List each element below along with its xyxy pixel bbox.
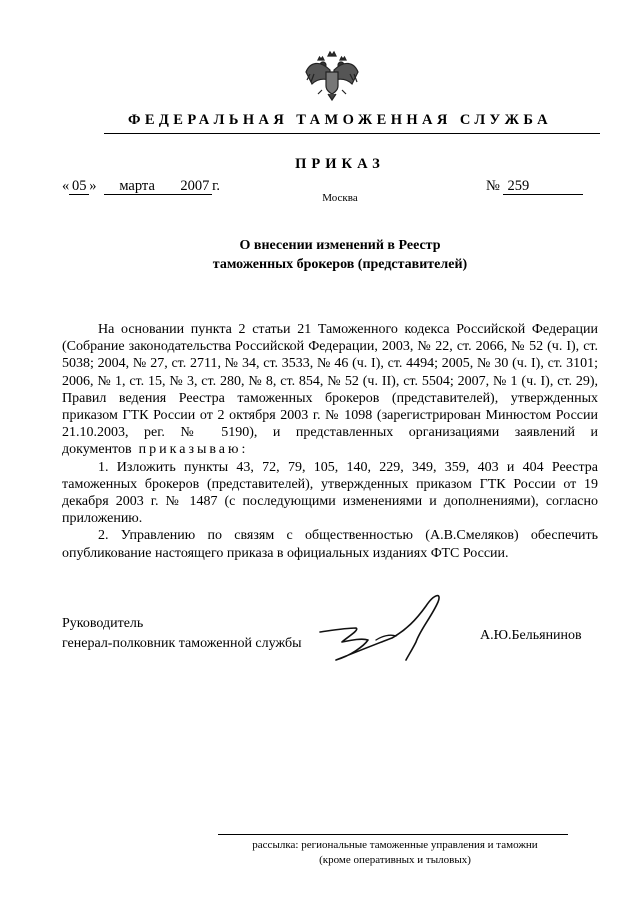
- date-day: 05: [69, 179, 89, 195]
- distribution-line-2: (кроме оперативных и тыловых): [319, 854, 471, 866]
- date-month: марта: [104, 179, 170, 195]
- header-divider: [104, 133, 600, 134]
- order-title: [60, 236, 620, 274]
- body-item-2: 2. Управлению по связям с общественностью (А.В.Смеляков) обеспечить опубликование настоящего приказа в официальных изданиях ФТС России.: [62, 528, 598, 561]
- distribution-line-1: рассылка: региональные таможенные управления и таможни: [252, 839, 538, 851]
- title-line-2: таможенных брокеров (представителей): [212, 257, 468, 272]
- date-close-quote: »: [89, 178, 97, 194]
- signatory-role-line-1: Руководитель: [62, 616, 144, 631]
- organization-title: ФЕДЕРАЛЬНАЯ ТАМОЖЕННАЯ СЛУЖБА: [127, 112, 552, 128]
- coat-of-arms-icon: [300, 50, 364, 102]
- distribution-list: [190, 838, 600, 868]
- order-word: приказываю:: [138, 442, 249, 458]
- handwritten-signature: [316, 590, 466, 670]
- body-intro-paragraph: [62, 321, 598, 459]
- city: Москва: [322, 192, 358, 204]
- body-item-1: 1. Изложить пункты 43, 72, 79, 105, 140, 229, 349, 359, 403 и 404 Реестра таможенных брокеров (представителей), утвержденных приказом ГТК России от 19 декабря 2003 г. № 1487 (с последующими изменениями и дополнениями), согласно приложению.: [62, 459, 598, 527]
- date-year-unit: г.: [212, 178, 221, 194]
- number-value: 259: [503, 179, 583, 195]
- title-line-1: О внесении изменений в Реестр: [239, 238, 441, 253]
- signatory-role: [62, 614, 301, 654]
- body-intro: На основании пункта 2 статьи 21 Таможенного кодекса Российской Федерации (Собрание законодательства Российской Федерации, 2003, № 22, ст. 2066, № 52 (ч. I), ст. 5038; 2004, № 27, ст. 2711, № 34, ст. 3533, № 46 (ч. I), ст. 4494; 2005, № 30 (ч. I), ст. 3101; 2006, № 1, ст. 15, № 3, ст. 280, № 8, ст. 854, № 52 (ч. II), ст. 5504; 2007, № 1 (ч. I), ст. 29), Правил ведения Реестра таможенных брокеров (представителей), утвержденных приказом ГТК России от 2 октября 2003 г. № 1098 (зарегистрирован Минюстом России 21.10.2003, рег. № 5190), и представленных организациями заявлений и документов: [62, 322, 598, 458]
- date-year-suffix: 7: [202, 179, 212, 195]
- document-type: ПРИКАЗ: [295, 156, 385, 172]
- order-body: [62, 321, 598, 562]
- signatory-name: А.Ю.Бельянинов: [480, 628, 582, 643]
- signatory-role-line-2: генерал-полковник таможенной службы: [62, 636, 302, 651]
- date-open-quote: «: [62, 178, 70, 194]
- date-year-prefix: 200: [170, 179, 202, 195]
- distribution-divider: [218, 834, 568, 835]
- number-label: №: [486, 178, 500, 194]
